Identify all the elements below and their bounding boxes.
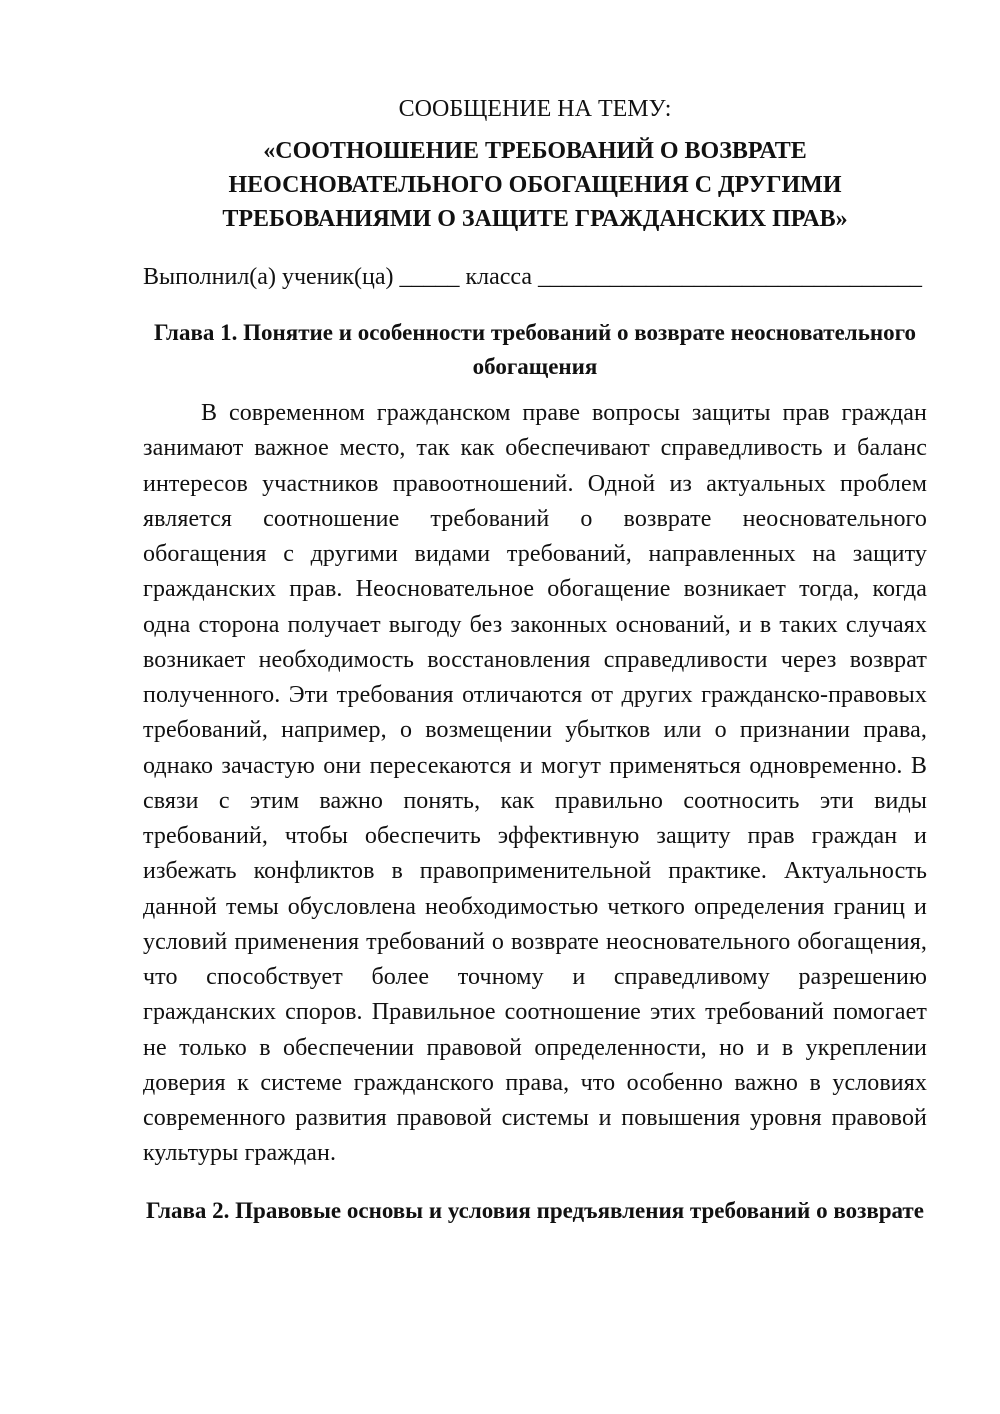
chapter-1-paragraph: В современном гражданском праве вопросы защиты прав граждан занимают важное место, так как обеспечивают справедливость и баланс интересов участников правоотношений. Одной из актуальных проблем является соотношение требований о возврате неосновательного обогащения с другими видами требований, направленных на защиту гражданских прав. Неосновательное обогащение возникает тогда, когда одна сторона получает выгоду без законных оснований, и в таких случаях возникает необходимость восстановления справедливости через возврат полученного. Эти требования отличаются от других гражданско-правовых требований, например, о возмещении убытков или о признании права, однако зачастую они пересекаются и могут применяться одновременно. В связи с этим важно понять, как правильно соотносить эти виды требований, чтобы обеспечить эффективную защиту прав граждан и избежать конфликтов в правоприменительной практике. Актуальность данной темы обусловлена необходимостью четкого определения границ и условий применения требований о возврате неосновательного обогащения, что способствует более точному и справедливому разрешению гражданских споров. Правильное соотношение этих требований помогает не только в обеспечении правовой определенности, но и в укреплении доверия к системе гражданского права, что особенно важно в условиях современного развития правовой системы и повышения уровня правовой культуры граждан.	[143, 400, 927, 1167]
document-content	[143, 92, 927, 1228]
topic-title: «СООТНОШЕНИЕ ТРЕБОВАНИЙ О ВОЗВРАТЕ НЕОСНОВАТЕЛЬНОГО ОБОГАЩЕНИЯ С ДРУГИМИ ТРЕБОВАНИЯМИ О ЗАЩИТЕ ГРАЖДАНСКИХ ПРАВ»	[222, 138, 848, 232]
header-label: СООБЩЕНИЕ НА ТЕМУ:	[398, 96, 672, 122]
author-line: Выполнил(а) ученик(ца) _____ класса ________________________________	[143, 264, 923, 290]
chapter-1-heading: Глава 1. Понятие и особенности требований о возврате неосновательного обогащения	[154, 320, 916, 379]
chapter-2-heading: Глава 2. Правовые основы и условия предъявления требований о возврате	[146, 1197, 924, 1223]
